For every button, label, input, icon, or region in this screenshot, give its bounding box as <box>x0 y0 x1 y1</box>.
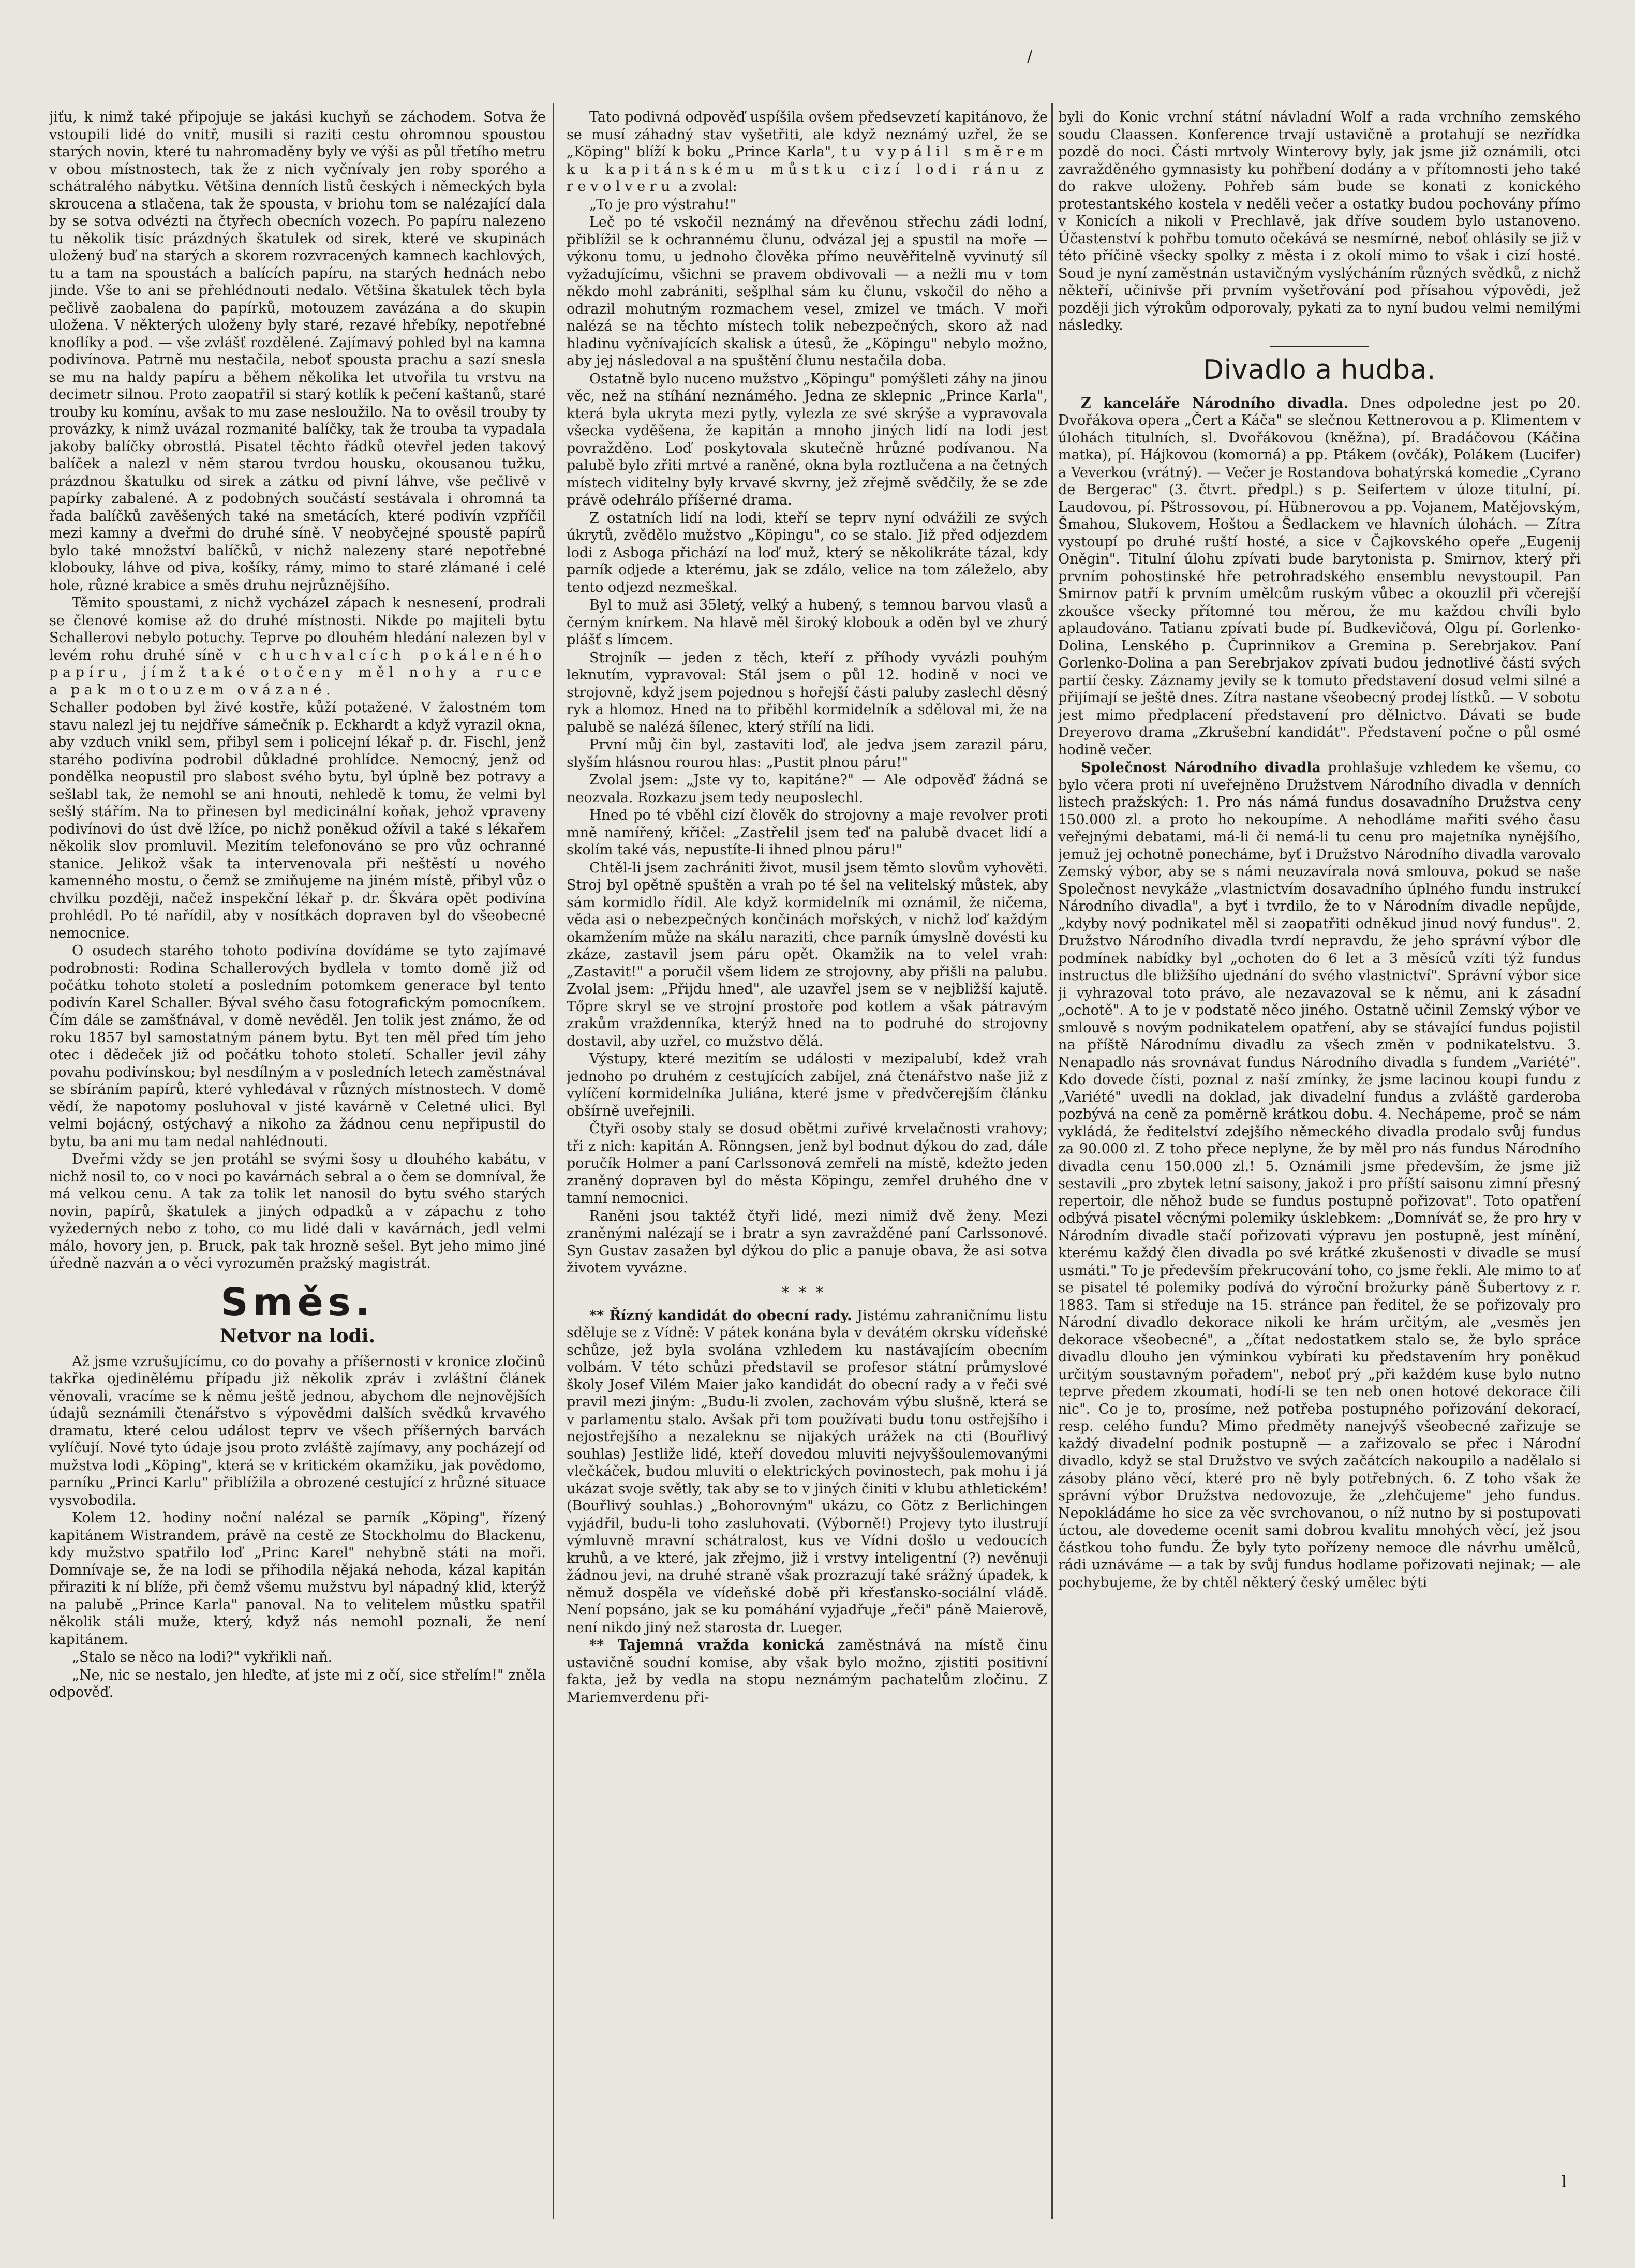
text-run: zaměstnává na místě činu ustavičně soudní komise, aby však bylo možno, zjistiti positivní fakta, jež by vedla na stopu neznámým pachatelům zločinu. Z Mariemverdenu při- <box>567 1637 1048 1706</box>
text-run: a zvolal: <box>678 179 737 195</box>
print-mark: l <box>1562 2173 1567 2191</box>
article-paragraph: Ostatně bylo nuceno mužstvo „Köpingu" pomýšleti záhy na jinou věc, než na stíhání neznámého. Jedna ze sklepnic „Prince Karla", která byla ukryta mezi pytly, vylezla ze své skrýše a vypravovala všecka vyděšena, že kapitán a mnoho jiných lidí na lodi jest povražděno. Loď poskytovala skutečně hrůzné podívanou. Na palubě bylo zřiti mrtvé a raněné, okna byla roztlučena a na četných místech viditelny byly krvavé skvrny, jež zřejmě svědčily, že se zde právě odehrálo příšerné drama. <box>567 370 1048 508</box>
column-1 <box>49 109 546 2211</box>
article-paragraph <box>1058 759 1581 1591</box>
article-paragraph: Byl to muž asi 35letý, velký a hubený, s temnou barvou vlasů a černým knírkem. Na hlavě měl široký klobouk a oděn byl ve zhurý plášť s límcem. <box>567 597 1048 648</box>
article-paragraph: Z ostatních lidí na lodi, kteří se teprv nyní odvážili ze svých úkrytů, zvědělo mužstvo „Köpingu", co se stalo. Již před odjezdem lodi z Asboga přichází na loď muž, který se několikráte tázal, kdy parník odjede a kterému, jak se zdálo, velice na tom záleželo, aby tento odjezd nezmeškal. <box>567 510 1048 596</box>
article-paragraph: Kolem 12. hodiny noční nalézal se parník „Köping", řízený kapitánem Wistrandem, právě na cestě ze Stockholmu do Blackenu, kdy mužstvo spatřilo loď „Princ Karel" nehybně státi na moři. Domnívaje se, že na lodi se přihodila nějaká nehoda, kázal kapitán přiraziti k ní blíže, při čemž všemu mužstvu byl nápadný klid, kterýž na palubě „Prince Karla" panoval. Na to velitelem můstku spatřil několik stáli muže, který, když nás nemohl poznali, že není kapitánem. <box>49 1510 546 1648</box>
run-in-title: ** Tajemná vražda konická <box>589 1637 825 1653</box>
run-in-title: Z kanceláře Národního divadla. <box>1081 395 1349 411</box>
run-in-title: ** Řízný kandidát do obecní rady. <box>589 1307 852 1324</box>
text-run: Jistému zahraničnímu listu sděluje se z Vídně: V pátek konána byla v devátém okrsku vídeňské schůze, jež byla svolána vzhledem ku nastávajícím obecním volbám. V této schůzi představil se profesor státní průmyslové školy Josef Vilém Maier jako kandidát do obecní rady a v řeči své pravil mezi jiným: „Budu-li zvolen, zachovám výbu slušně, která se v parlamentu stalo. Avšak při tom používati budu tonu ostřejšího i nejostřejšího a nezaleknu se nijakých urážek na cti (Bouřlivý souhlas) Jestliže lidé, kteří dovedou mluviti nejvyššoulemovanými vlečkáček, budou mluviti o elektrických povinostech, pak mohu i já ukázat svoje světly, tak aby se to v jiných činiti v klubu athletickém! (Bouřlivý souhlas.) „Bohorovným" ukázu, co Götz z Berlichingen vyjádřil, budu-li toho zasluhovati. (Výborně!) Projevy tyto ilustrují výmluvně mravní schátralost, kus ve Vídni došlo u vedoucích kruhů, a ve které, jak zřejmo, již i vrstvy inteligentní (?) nevěnuji žádnou jevi, na druhé straně však prozrazují také srážný úpadek, k němuž dospěla ve vídeňské době při křesťansko-sociální vládě. Není popsáno, jak se ku pomáhání vyjadřuje „řeči" páně Maierově, není nikdo jiný než starosta dr. Lueger. <box>567 1307 1048 1636</box>
article-paragraph <box>567 1307 1048 1637</box>
column-2 <box>567 109 1048 2211</box>
article-paragraph: Schaller podoben byl živé kostře, kůží potažené. V žalostném tom stavu nalezl jej tu nejdříve sámečník p. Eckhardt a když vyrazil okna, aby vzduch vnikl sem, přibyl sem i policejní lékař p. dr. Fischl, jenž starého podivína podrobil důkladné prohlídce. Nemocný, jenž od pondělka neopustil pro slabost svého bytu, byl úplně bez potravy a sešlabl tak, že nemohl se ani hnouti, nehledě k tomu, že velmi byl sešlý stářím. Na to přinesen byl medicinální koňak, jehož vpraveny podivínovi do úst dvě lžíce, po nichž poněkud ožívil a také s lékařem několik slov promluvil. Mezitím telefonováno se pro vůz ochranné stanice. Jelikož však ta intervenovala při neštěstí u nového kamenného mostu, o čemž se zmiňujeme na jiném místě, přibyl vůz o chvilku později, načež inspekční lékař p. dr. Škvára opět podivína prohlédl. Po té nařídil, aby v nosítkách dopraven byl do všeobecné nemocnice. <box>49 700 546 941</box>
article-paragraph: Raněni jsou taktéž čtyři lidé, mezi nimiž dvě ženy. Mezi zraněnými nalézají se i bratr a syn zavražděné paní Carlssonové. Syn Gustav zasažen byl dýkou do plic a panuje obava, že asi sotva životem vyvázne. <box>567 1208 1048 1276</box>
section-separator: *** <box>781 1283 833 1302</box>
article-title: Netvor na lodi. <box>220 1325 375 1347</box>
article-paragraph: Dveřmi vždy se jen protáhl se svými šosy u dlouhého kabátu, v nichž nosil to, co v noci po kavárnách sebral a o čem se domníval, že má velkou cenu. A tak za tolik let nanosil do bytu svého starých novin, papírů, škatulek a jiných odpadků a v zápachu z toho vyžederných nebo z toho, co mu lidé dali v kavárnách, jedl velmi málo, hovory jen, p. Bruck, pak tak hrozně sešel. Byt jeho mimo jiné úředně nazván a o věci vyrozuměn pražský magistrát. <box>49 1151 546 1271</box>
spaced-text: v chuchvalcích pokáleného papíru, jímž také otočeny měl nohy a ruce a pak motouzem ovázané. <box>49 647 546 698</box>
article-paragraph: Výstupy, které mezitím se události v mezipalubí, kdež vrah jednoho po druhém z cestujících zabíjel, zná čtenářstvo naše již z vylíčení kormidelníka Juliána, které jsme v předvčerejším článku obšírně uveřejnili. <box>567 1051 1048 1119</box>
spaced-text: tu vypálil směrem ku kapitánskému můstku cizí lodi ránu z revolveru <box>567 144 1048 195</box>
article-paragraph <box>1058 395 1581 759</box>
text-run: Tato podivná odpověď uspíšila ovšem předsevzetí kapitánovo, že se musí záhadný stav vyšetřiti, ale když neznámý uzřel, že se „Köping" blíží k boku „Prince Karla", <box>567 109 1048 160</box>
section-heading: Divadlo a hudba. <box>1203 354 1436 386</box>
quotation: „To je pro výstrahu!" <box>589 196 737 213</box>
column-divider <box>1051 103 1053 2219</box>
section-heading: Směs. <box>220 1280 375 1325</box>
article-paragraph: „Stalo se něco na lodi?" vykřikli naň. <box>72 1649 333 1665</box>
column-3 <box>1058 109 1581 2211</box>
article-paragraph: První můj čin byl, zastaviti loď, ale jedva jsem zarazil páru, slyším hlásnou rourou hlas: „Pustit plnou páru!" <box>567 737 1048 770</box>
article-paragraph: Hned po té vběhl cizí člověk do strojovny a maje revolver proti mně namířený, křičel: „Zastřelil jsem teď na palubě dvacet lidí a skolím také vás, nepustíte-li ihned plnou páru!" <box>567 807 1048 858</box>
article-paragraph: Chtěl-li jsem zachrániti život, musil jsem těmto slovům vyhověti. Stroj byl opětně spuštěn a vrah po té šel na velitelský můstek, aby sám kormidlo řídil. Ale když kormidelník mi oznámil, že ničema, věda asi o nebezpečných končinách mořských, v nichž loď každým okamžením může na skálu naraziti, chce parník úmyslně dovésti ku zkáze, zastavil jsem páru opět. Okamžik na to velel vrah: „Zastavit!" a poručil všem lidem ze strojovny, aby přišli na palubu. Zvolal jsem: „Přijdu hned", ale uzavřel jsem se v nejbližší kajutě. Tőpre skryl se ve strojní prostoře pod kotlem a však pátravým zrakům vraždenníka, kterýž hned na to podruhé do strojovny dostavil, aby uzřel, co mužstvo dělá. <box>567 859 1048 1049</box>
run-in-title: Společnost Národního divadla <box>1081 760 1321 776</box>
article-paragraph <box>567 109 1048 196</box>
article-paragraph: Čtyři osoby staly se dosud obětmi zuřivé krvelačnosti vrahovy; tři z nich: kapitán A. Rönngsen, jenž byl bodnut dýkou do zad, dále poručík Holmer a paní Carlssonová zemřeli na místě, kdežto jeden zraněný dopraven byl do města Köpingu, zemřel druhého dne v tamní nemocnici. <box>567 1121 1048 1206</box>
article-paragraph: jiťu, k nimž také připojuje se jakási kuchyň se záchodem. Sotva že vstoupili lidé do vnitř, musili si raziti cestu ohromnou spoustou starých novin, které tu nahromaděny byly ve výši as půl třetího metru v obou místnostech, tak že z nich vyčnívaly jen roby sporého a schátralého nábytku. Většina denních listů českých i německých byla skroucena a stlačena, tak že spousta, v briohu tom se nalézající dala by se sotva odvézti na čtyřech obecních vozech. Po papíru nalezeno tu několik tisíc prázdných škatulek od sirek, které ve skupinách uložený buď na starých a skorem rozvracených kamnech kachlových, tu a tam na spoustách a balících papíru, na starých hednách nebo jinde. Vše to ani se přehlédnouti nedalo. Většina škatulek těch byla pečlivě zaobalena do papírků, motouzem zavázána a do skupin uložena. V některých uloženy byly staré, rezavé hřebíky, nepotřebné knoflíky a pod. — vše zvlášť rozdělené. Zajímavý pohled byl na kamna podivínova. Patrně mu nestačila, neboť spousta prachu a sazí snesla se mu na haldy papíru a během několika let utvořila tu vrstvu na decimetr silnou. Proto zaopatřil si starý kotlík k pečení kaštanů, staré trouby ku komínu, avšak to mu zase nesloužilo. Na to ověsil trouby ty provázky, k nimž uvázal rozmanité balíčky, tak že trouba ta vypadala jakoby balíčky obrostlá. Pisatel těchto řádků otevřel jeden takový balíček a nalezl v něm starou tvrdou housku, okousanou tužku, prázdnou škatulku od sirek a zátku od pivní láhve, vše pečlivě v papírky zabalené. A z podobných součástí sestávala i ohromná ta řada balíčků zavěšených také na smetácích, které podivín vzpříčil mezi kamny a dveřmi do druhé síně. V neobyčejné spoustě papírů bylo také množství balíčků, v nichž nalezeny staré nepotřebné klobouky, láhve od piva, košíky, rámy, mimo to staré zlámané i celé hole, různé krabice a směs druhu nejrůznějšího. <box>49 109 546 594</box>
section-rule <box>1270 346 1369 347</box>
text-run: Dnes odpoledne jest po 20. Dvořákova opera „Čert a Káča" se slečnou Kettnerovou a p. Klimentem v úlohách titulních, sl. Dvořákovou (kněžna), pí. Bradáčovou (Káčina matka), pí. Hájkovou (komorná) a pp. Ptákem (ovčák), Polákem (Lucifer) a Veverkou (vrátný). — Večer je Rostandova bohatýrská komedie „Cyrano de Bergerac" (3. čtvrt. předpl.) s p. Seifertem v úloze titulní, pí. Laudovou, pí. Pštrossovou, pí. Hübnerovou a pp. Vojanem, Matějovským, Šmahou, Slukovem, Hoštou a Šedlackem ve hlavních úlohách. — Zítra vystoupí po druhé ruští hosté, a sice v Čajkovského opeře „Eugenij Oněgin". Titulní úlohu zpívati bude barytonista p. Smirnov, který při prvním pohostinské hře petrohradského ensemblu nevystoupil. Pan Smirnov patří k prvním umělcům ruským vůbec a okouzlil při včerejší zkoušce všecky přítomné tou měrou, že mu každou chvíli bylo aplaudováno. Tatianu zpívati bude pí. Budkevičová, Olgu pí. Gorlenko-Dolina, Lenského p. Čuprinnikov a Gremina p. Serebrjakov. Paní Gorlenko-Dolina a pan Serebrjakov zpívati budou jednotlivé části svých partií česky. Záznamy jevily se k tomuto představení dosud velmi silné a přijímají se ještě dnes. Zítra nastane všeobecný prodej lístků. — V sobotu jest mimo předplacení představení pro dělnictvo. Dávati se bude Dreyerovo drama „Zkrušební kandidát". Představení počne o půl osmé hodině večer. <box>1058 395 1581 758</box>
text-run: prohlašuje vzhledem ke všemu, co bylo včera proti ní uveřejněno Družstvem Národního divadla v denních listech pražských: 1. Pro nás námá fundus dosavadního Družstva ceny 150.000 zl. a proto ho nekoupíme. A nehodláme mařiti svého času veřejnými debatami, má-li či nemá-li tu cenu pro majetníka nynějšího, jemuž jej ochotně ponecháme, byť i Družstvo Národního divadla varovalo Zemský výbor, aby se s námi neuzavírala nová smlouva, pokud se naše Společnost nevykáže „vlastnictvím dosavadního úplného fundu instrukcí Národního divadla", a byť i tvrdilo, že to v Národním divadle nepůjde, „kdyby nový podnikatel měl si zaopatřiti odněkud jinud nový fundus". 2. Družstvo Národního divadla tvrdí nepravdu, že jeho správní výbor dle podmínek nabídky byl „ochoten do 6 let a 3 měsíců vzíti týž fundus instructus dle bližšího ujednání do svého vlastnictví". Správní výbor sice ji vyhrazoval toto právo, ale nezavazoval se k němu, ani k zásadní „ochotě". A to je v podstatě něco jiného. Ostatně učinil Zemský výbor ve smlouvě s novým podnikatelem opatření, aby se stávající fundus pojistil na příště Národnímu divadlu za všech změn v podnikatelstvu. 3. Nenapadlo nás srovnávat fundus Národního divadla s fundem „Variété". Kdo dovede čísti, poznal z naší zmínky, že jsme lacinou koupi fundu z „Variété" uvedli na doklad, jak divadelní fundus a zvláště garderoba pozbývá na ceně za poměrně krátkou dobu. 4. Nechápeme, proč se nám vykládá, že ředitelství zdejšího německého divadla prodalo svůj fundus za 90.000 zl. Z toho přece neplyne, že by měl pro nás fundus Národního divadla cenu 150.000 zl.! 5. Oznámili jsme především, že jsme již sestavili „pro zbytek letní saisony, jakož i pro příští saisonu zimní přesný repertoir, dle něhož bude se fundus postupně pořizovat". Toto opatření odbývá pisatel věcnými polemiky úsklebkem: „Domníváť se, že pro hry v Národním divadle stačí pořizovati výpravu jen postupně, jest mínění, kterému každý člen divadla po své krátké zkušenosti v divadle se musí usmáti." To je především překrucování toho, co jsme řekli. Ale mimo to ať se pisatel té polemiky podívá do výroční brožurky páně Šubertovy z r. 1883. Tam si středuje na 15. stránce pan ředitel, že se pořizovaly pro Národní divadlo dekorace nikoli ke hrám určitým, ale „vesměs jen dekorace všeobecné", a „čítat nedostatkem stalo se, že bylo spráce divadlu dlouho jen výminkou vybírati ku představením hry poněkud určitým soustavným pořadem", neboť prý „při každém kuse bylo nutno teprve předem zkoumati, hodí-li se ten neb onen hotové dekorace čili nic". Co je to, prosíme, než potřeba postupného pořizování dekorací, resp. celého fundu? Mimo předměty nanejvýš všeobecné zařizuje se každý divadelní podnik postupně — a zařizovalo se přec i Národní divadlo, když se stal Družstvo ve svých začátcích nakoupilo a nadělalo si zásoby pláno věcí, které pro ně byly potřebných. 6. Z toho však že správní výbor Družstva nedovozuje, že „zlehčujeme" jeho fundus. Nepokládáme ho sice za věc svrchovanou, o níž nutno by si postupovati úctou, ale dovedeme ocenit sami dobrou kvalitu mnohých věcí, jež jsou částkou toho fundu. Že byly tyto pořízeny nemoce dle návrhu umělců, rádi uznáváme — a tak by svůj fundus hodlame pořizovati nejinak; — ale pochybujeme, že by chtěl některý český umělec býti <box>1058 760 1581 1591</box>
article-paragraph: Zvolal jsem: „Jste vy to, kapitáne?" — Ale odpověď žádná se neozvala. Rozkazu jsem tedy neuposlechl. <box>567 772 1048 806</box>
article-paragraph: Strojník — jeden z těch, kteří z příhody vyvázli pouhým leknutím, vypravoval: Stál jsem o půl 12. hodině v noci ve strojovně, když jsem pojednou s hořejší části paluby zaslechl děsný ryk a hlomoz. Hned na to přiběhl kormidelník a sděloval mi, že na palubě se nalézá šílenec, který střílí na lidi. <box>567 649 1048 735</box>
print-mark: / <box>1027 48 1033 66</box>
article-paragraph: O osudech starého tohoto podivína dovídáme se tyto zajímavé podrobnosti: Rodina Schallerových bydlela v tomto domě již od počátku tohoto století a posledním potomkem generace byl tento podivín Karel Schaller. Býval svého času fotografickým pomocníkem. Čím dále se zamšťnával, v domě nevěděl. Jen tolik jest známo, že od roku 1857 byl samostatným pánem bytu. Byt ten měl před tím jeho otec i dědeček již od počátku tohoto století. Schaller jevil záhy povahu podivínskou; byl nesdílným a v posledních letech zaměstnával se sbíráním papírů, které vyhledával v různých místnostech. V domě vědí, že napotomy posluhoval v jisté kavárně v Celetné ulici. Byl velmi bojácný, ostýchavý a nikoho za žádnou cenu nepřipustil do bytu, ba ani mu tam nedal nahlédnouti. <box>49 943 546 1150</box>
column-divider <box>553 103 554 2219</box>
article-paragraph: Až jsme vzrušujícímu, co do povahy a příšernosti v kronice zločinů takřka ojedinělému případu již několik zpráv i zvláštní článek věnovali, vracíme se k němu ještě jednou, abychom dle nejnovějších údajů seznámili čtenářstvo s výpovědmi dalších svědků krvavého dramatu, které celou událost teprv ve všech příšerných barvách vylíčují. Nové tyto údaje jsou proto zvláště zajímavy, any pocházejí od mužstva lodi „Köping", která se v kritickém okamžiku, jak povědomo, parníku „Princi Karlu" přiblížila a obrozené cestující z hrůzné situace vysvobodila. <box>49 1353 546 1508</box>
text-run: Těmito spoustami, z nichž vycházel zápach k nesnesení, prodrali se členové komise až do druhé místnosti. Nikde po majiteli bytu Schallerovi nebylo potuchy. Teprve po dlouhém hledání nalezen byl v levém rohu druhé síně <box>49 595 546 663</box>
article-paragraph <box>49 595 546 699</box>
article-paragraph: Leč po té vskočil neznámý na dřevěnou střechu zádi lodní, přiblížil se k ochrannému člunu, odvázal jej a spustil na moře — výkonu tomu, u jednoho člověka přímo neuvěřitelně vyvinutý síl vyžadujícímu, všichni se pravem obdivovali — a nežli mu v tom někdo mohl zabrániti, sešplhal sám ku člunu, vskočil do něho a odrazil mohutným rozmachem vesel, zmizel ve tmách. V moři nalézá se na těchto místech tolik nebezpečných, skoro až nad hladinu vyčnívajících skalisk a útesů, že „Köpingu" nebylo možno, aby jej následoval a na spuštění člunu nestačila doba. <box>567 214 1048 369</box>
article-paragraph <box>567 1637 1048 1706</box>
article-paragraph: byli do Konic vrchní státní návladní Wolf a rada vrchního zemského soudu Claassen. Konference trvají ustavičně a protahují se nezřídka pozdě do noci. Části mrtvoly Winterovy byly, jak jsme již oznámili, otci zavražděného gymnasisty ku pohřbení dodány a v přítomnosti jeho také do rakve uloženy. Pohřeb sám bude se konati z konického protestantského kostela v neděli večer a ostatky budou pochovány přímo v Konicích a nikoli v Prechlavě, jak dříve soudem bylo ustanoveno. Účastenství k pohřbu tomuto očekává se nesmírné, neboť ohlásily se již v této příčině všecky spolky z města i z okolí mimo to však i cizí hosté. Soud je nyní zaměstnán ustavičným vyslýcháním různých svědků, z nichž někteří, učinivše při prvním vyšetřování pod přísahou výpovědi, jež později jich výrokům odporovaly, pykati za to nyní budou velmi nemilými následky. <box>1058 109 1581 333</box>
article-paragraph: „Ne, nic se nestalo, jen hleďte, ať jste mi z očí, sice střelím!" zněla odpověď. <box>49 1667 546 1700</box>
